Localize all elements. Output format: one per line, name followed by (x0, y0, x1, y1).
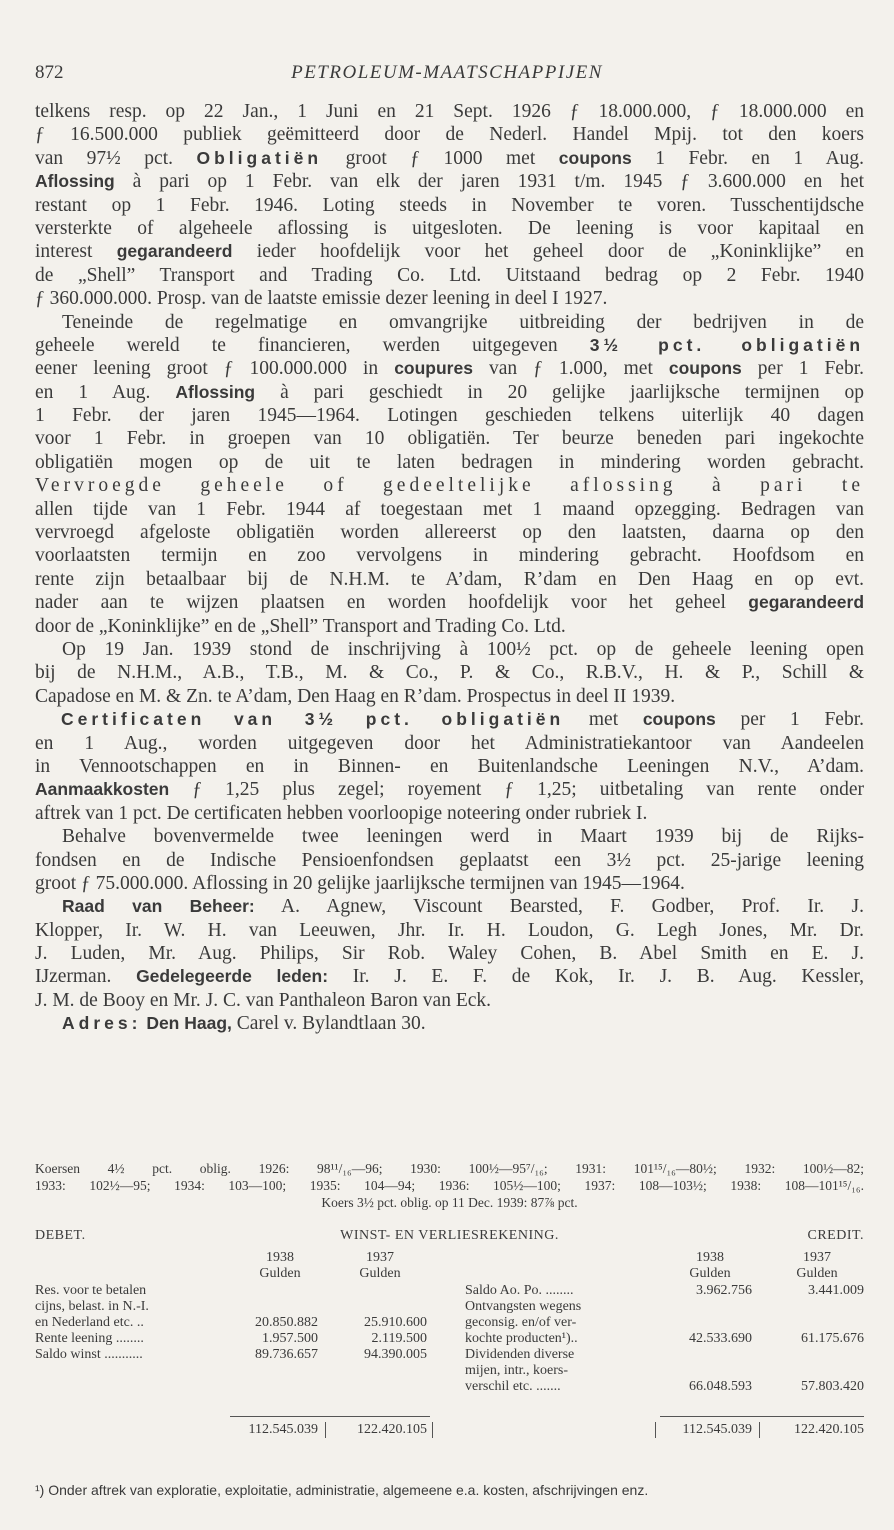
debit-value: 89.736.657 (255, 1347, 318, 1362)
debit-total-1938: 112.545.039 (248, 1422, 318, 1437)
page-header (35, 62, 859, 90)
price-line: Koersen 4½ pct. oblig. 1926: 98¹¹/₁₆—96; 1930: 100½—95⁷/₁₆; 1931: 101¹⁵/₁₆—80½; 1932: 100½—82; (35, 1161, 864, 1176)
profit-loss-account (35, 1228, 864, 1437)
debit-value: 1.957.500 (262, 1331, 318, 1346)
credit-heading: CREDIT. (807, 1228, 864, 1243)
text-line: obligatiën mogen op de uit te laten bedragen in mindering worden gebracht. (35, 451, 864, 473)
body-text (35, 100, 864, 1036)
credit-row-label: Dividenden diverse (465, 1347, 575, 1362)
credit-total-1937: 122.420.105 (794, 1422, 864, 1437)
text-line: en 1 Aug., worden uitgegeven door het Administratiekantoor van Aandeelen (35, 732, 864, 754)
credit-value: 3.962.756 (696, 1283, 752, 1298)
debit-value: 20.850.882 (255, 1315, 318, 1330)
text-line: Adres: Den Haag, Carel v. Bylandtlaan 30. (62, 1013, 426, 1035)
text-line: restant op 1 Febr. 1946. Loting steeds in November te voren. Tusschentijdsche (35, 194, 864, 216)
running-title: PETROLEUM-MAATSCHAPPIJEN (291, 62, 603, 83)
debit-unit-1937: Gulden (359, 1266, 401, 1281)
credit-row-label: Saldo Ao. Po. ........ (465, 1283, 574, 1298)
debit-row-label: Saldo winst ........... (35, 1347, 143, 1362)
account-header (35, 1228, 864, 1248)
credit-value: 61.175.676 (801, 1331, 864, 1346)
credit-row-label: Ontvangsten wegens (465, 1299, 582, 1314)
credit-unit-1938: Gulden (689, 1266, 731, 1281)
text-line: bij de N.H.M., A.B., T.B., M. & Co., P. & Co., R.B.V., H. & P., Schill & (35, 662, 864, 684)
debit-row-label: Res. voor te betalen (35, 1283, 147, 1298)
text-line: geheele wereld te financieren, werden uitgegeven 3½ pct. obligatiën (35, 334, 864, 356)
text-line: ƒ 16.500.000 publiek geëmitteerd door de Nederl. Handel Mpij. tot den koers (35, 124, 864, 146)
text-line: versterkte of algeheele aflossing is uitgesloten. De leening is voor kapitaal en (35, 217, 864, 239)
text-line: eener leening groot ƒ 100.000.000 in coupures van ƒ 1.000, met coupons per 1 Febr. (35, 358, 864, 380)
text-line: van 97½ pct. Obligatiën groot ƒ 1000 met coupons 1 Febr. en 1 Aug. (35, 147, 864, 169)
text-line: door de „Koninklijke” en de „Shell” Transport and Trading Co. Ltd. (35, 615, 566, 637)
text-line: aftrek van 1 pct. De certificaten hebben voorloopige noteering onder rubriek I. (35, 802, 648, 824)
text-line: allen tijde van 1 Febr. 1944 af toegestaan met 1 maand opzegging. Bedragen van (35, 498, 864, 520)
credit-value: 42.533.690 (689, 1331, 752, 1346)
page-number: 872 (35, 62, 64, 83)
credit-value: 3.441.009 (808, 1283, 864, 1298)
debit-row-label: Rente leening ........ (35, 1331, 144, 1346)
credit-total-1938: 112.545.039 (682, 1422, 752, 1437)
debit-total-rule (230, 1416, 430, 1417)
credit-value: 66.048.593 (689, 1379, 752, 1394)
text-line: voorlaatsten termijn en zoo vervolgens in mindering gebracht. Hoofdsom en (35, 545, 864, 567)
debit-value: 25.910.600 (364, 1315, 427, 1330)
text-line: voor 1 Febr. in groepen van 10 obligatiën. Ter beurze beneden pari ingekochte (35, 428, 864, 450)
debit-year-1938: 1938 (266, 1250, 294, 1265)
text-line: Capadose en M. & Zn. te A’dam, Den Haag en R’dam. Prospectus in deel II 1939. (35, 685, 676, 707)
text-line: Raad van Beheer: A. Agnew, Viscount Bearsted, F. Godber, Prof. Ir. J. (62, 896, 864, 918)
credit-row-label: geconsig. en/of ver- (465, 1315, 577, 1330)
text-line: J. M. de Booy en Mr. J. C. van Panthaleon Baron van Eck. (35, 989, 492, 1011)
text-line: 1 Febr. der jaren 1945—1964. Lotingen geschieden telkens uiterlijk 40 dagen (35, 405, 864, 427)
debit-total-1937: 122.420.105 (357, 1422, 427, 1437)
credit-row-label: mijen, intr., koers- (465, 1363, 569, 1378)
text-line: Aflossing à pari op 1 Febr. van elk der jaren 1931 t/m. 1945 ƒ 3.600.000 en het (35, 171, 864, 193)
debit-heading: DEBET. (35, 1228, 86, 1243)
price-line: Koers 3½ pct. oblig. op 11 Dec. 1939: 87⅞ pct. (321, 1195, 578, 1210)
text-line: de „Shell” Transport and Trading Co. Ltd. Uitstaand bedrag op 2 Febr. 1940 (35, 264, 864, 286)
credit-year-1937: 1937 (803, 1250, 831, 1265)
text-line: Vervroegde geheele of gedeeltelijke aflossing à pari te (35, 475, 864, 497)
text-line: fondsen en de Indische Pensioenfondsen geplaatst een 3½ pct. 25-jarige leening (35, 849, 864, 871)
footnote: ¹) Onder aftrek van exploratie, exploitatie, administratie, algemeene e.a. kosten, afschrijvingen enz. (35, 1482, 649, 1498)
text-line: Teneinde de regelmatige en omvangrijke uitbreiding der bedrijven in de (62, 311, 864, 333)
text-line: IJzerman. Gedelegeerde leden: Ir. J. E. F. de Kok, Ir. J. B. Aug. Kessler, (35, 966, 864, 988)
text-line: en 1 Aug. Aflossing à pari geschiedt in 20 gelijke jaarlijksche termijnen op (35, 381, 864, 403)
text-line: J. Luden, Mr. Aug. Philips, Sir Rob. Waley Cohen, B. Abel Smith en E. J. (35, 943, 864, 965)
credit-year-1938: 1938 (696, 1250, 724, 1265)
credit-value: 57.803.420 (801, 1379, 864, 1394)
debit-row-label: cijns, belast. in N.-I. (35, 1299, 149, 1314)
debit-row-label: en Nederland etc. .. (35, 1315, 144, 1330)
account-title: WINST- EN VERLIESREKENING. (340, 1228, 559, 1243)
debit-value: 2.119.500 (371, 1331, 427, 1346)
credit-unit-1937: Gulden (796, 1266, 838, 1281)
text-line: interest gegarandeerd ieder hoofdelijk voor het geheel door de „Koninklijke” en (35, 241, 864, 263)
debit-value: 94.390.005 (364, 1347, 427, 1362)
text-line: ƒ 360.000.000. Prosp. van de laatste emissie dezer leening in deel I 1927. (35, 288, 608, 310)
debit-year-1937: 1937 (366, 1250, 394, 1265)
text-line: vervroegd afgeloste obligatiën worden allereerst op den laatsten, daarna op den (35, 522, 864, 544)
text-line: Klopper, Ir. W. H. van Leeuwen, Jhr. Ir. H. Loudon, G. Legh Jones, Mr. Dr. (35, 919, 864, 941)
column-divider (432, 1422, 433, 1438)
text-line: telkens resp. op 22 Jan., 1 Juni en 21 Sept. 1926 ƒ 18.000.000, ƒ 18.000.000 en (35, 101, 864, 122)
credit-total-rule (660, 1416, 864, 1417)
credit-row-label: kochte producten¹).. (465, 1331, 578, 1346)
text-line: Op 19 Jan. 1939 stond de inschrijving à 100½ pct. op de geheele leening open (62, 638, 864, 660)
text-line: in Vennootschappen en in Binnen- en Buitenlandsche Leeningen N.V., A’dam. (35, 755, 864, 777)
column-divider (325, 1422, 326, 1438)
column-divider (655, 1422, 656, 1438)
credit-row-label: verschil etc. ....... (465, 1379, 561, 1394)
price-history (35, 1160, 864, 1211)
text-line: Aanmaakkosten ƒ 1,25 plus zegel; royement ƒ 1,25; uitbetaling van rente onder (35, 779, 864, 801)
text-line: groot ƒ 75.000.000. Aflossing in 20 gelijke jaarlijksche termijnen van 1945—1964. (35, 872, 685, 894)
debit-unit-1938: Gulden (259, 1266, 301, 1281)
text-line: Certificaten van 3½ pct. obligatiën met coupons per 1 Febr. (61, 709, 864, 731)
text-line: nader aan te wijzen plaatsen en worden hoofdelijk voor het geheel gegarandeerd (35, 592, 864, 614)
text-line: Behalve bovenvermelde twee leeningen werd in Maart 1939 bij de Rijks- (62, 826, 864, 848)
column-divider (759, 1422, 760, 1438)
price-line: 1933: 102½—95; 1934: 103—100; 1935: 104—94; 1936: 105½—100; 1937: 108—103½; 1938: 108—101¹⁵/₁₆. (35, 1178, 864, 1193)
text-line: rente zijn betaalbaar bij de N.H.M. te A’dam, R’dam en Den Haag en op evt. (35, 568, 864, 590)
